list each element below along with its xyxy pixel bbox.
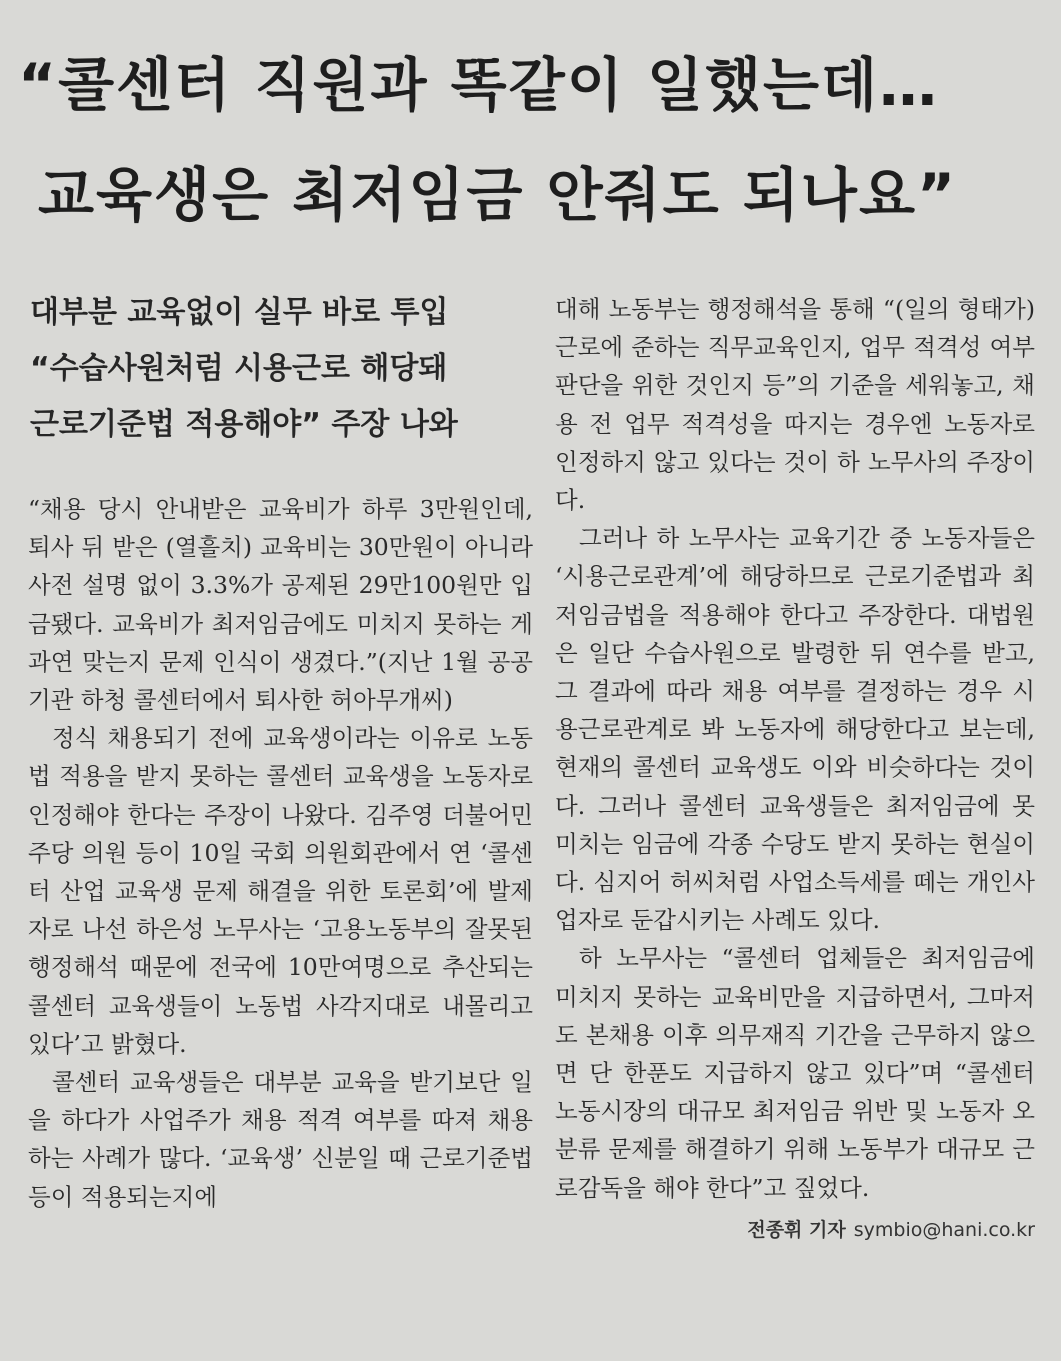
body-paragraph: 정식 채용되기 전에 교육생이라는 이유로 노동법 적용을 받지 못하는 콜센터 교육생을 노동자로 인정해야 한다는 주장이 나왔다. 김주영 더불어민주당 의원 등이 10일 국회 의원회관에서 연 ‘콜센터 산업 교육생 문제 해결을 위한 토론회’에 발제자로 나선 하은성 노무사는 ‘고용노동부의 잘못된 행정해석 때문에 전국에 10만여명으로 추산되는 콜센터 교육생들이 노동법 사각지대로 내몰리고 있다’고 밝혔다. <box>28 724 533 1058</box>
body-paragraph: 대해 노동부는 행정해석을 통해 “(일의 형태가) 근로에 준하는 직무교육인지, 업무 적격성 여부 판단을 위한 것인지 등”의 기준을 세워놓고, 채용 전 업무 적격성을 따지는 경우엔 노동자로 인정하지 않고 있다는 것이 하 노무사의 주장이다. <box>555 295 1035 515</box>
subheadline-line-1: 대부분 교육없이 실무 바로 투입 <box>30 295 449 330</box>
byline-email: symbio@hani.co.kr <box>853 1218 1035 1241</box>
byline <box>747 1211 1035 1249</box>
body-paragraph: 그러나 하 노무사는 교육기간 중 노동자들은 ‘시용근로관계’에 해당하므로 근로기준법과 최저임금법을 적용해야 한다고 주장한다. 대법원은 일단 수습사원으로 발령한 뒤 연수를 받고, 그 결과에 따라 채용 여부를 결정하는 경우 시용근로관계로 봐 노동자에 해당한다고 보는데, 현재의 콜센터 교육생도 이와 비슷하다는 것이다. 그러나 콜센터 교육생들은 최저임금에 못 미치는 임금에 각종 수당도 받지 못하는 현실이다. 심지어 허씨처럼 사업소득세를 떼는 개인사업자로 둔갑시키는 사례도 있다. <box>555 524 1035 935</box>
article-column-right <box>555 290 1035 1249</box>
subheadline-line-2: “수습사원처럼 시용근로 해당돼 <box>30 351 448 386</box>
body-paragraph: “채용 당시 안내받은 교육비가 하루 3만원인데, 퇴사 뒤 받은 (열흘치) 교육비는 30만원이 아니라 사전 설명 없이 3.3%가 공제된 29만100원만 입금됐다. 교육비가 최저임금에도 미치지 못하는 게 과연 맞는지 문제 인식이 생겼다.”(지난 1월 공공기관 하청 콜센터에서 퇴사한 허아무개씨) <box>28 495 533 715</box>
byline-author: 전종휘 기자 <box>747 1218 846 1241</box>
headline <box>18 30 1048 250</box>
headline-line-1: “콜센터 직원과 똑같이 일했는데… <box>18 51 940 119</box>
body-paragraph: 콜센터 교육생들은 대부분 교육을 받기보단 일을 하다가 사업주가 채용 적격 여부를 따져 채용하는 사례가 많다. ‘교육생’ 신분일 때 근로기준법 등이 적용되는지에 <box>28 1068 533 1211</box>
subheadline-line-3: 근로기준법 적용해야” 주장 나와 <box>30 407 458 442</box>
body-paragraph: 하 노무사는 “콜센터 업체들은 최저임금에 미치지 못하는 교육비만을 지급하면서, 그마저도 본채용 이후 의무재직 기간을 근무하지 않으면 단 한푼도 지급하지 않고 있다”며 “콜센터 노동시장의 대규모 최저임금 위반 및 노동자 오분류 문제를 해결하기 위해 노동부가 대규모 근로감독을 해야 한다”고 짚었다. <box>555 944 1035 1202</box>
headline-line-2: 교육생은 최저임금 안줘도 되나요” <box>38 161 958 229</box>
subheadline <box>30 285 550 453</box>
article-column-left <box>28 490 533 1216</box>
